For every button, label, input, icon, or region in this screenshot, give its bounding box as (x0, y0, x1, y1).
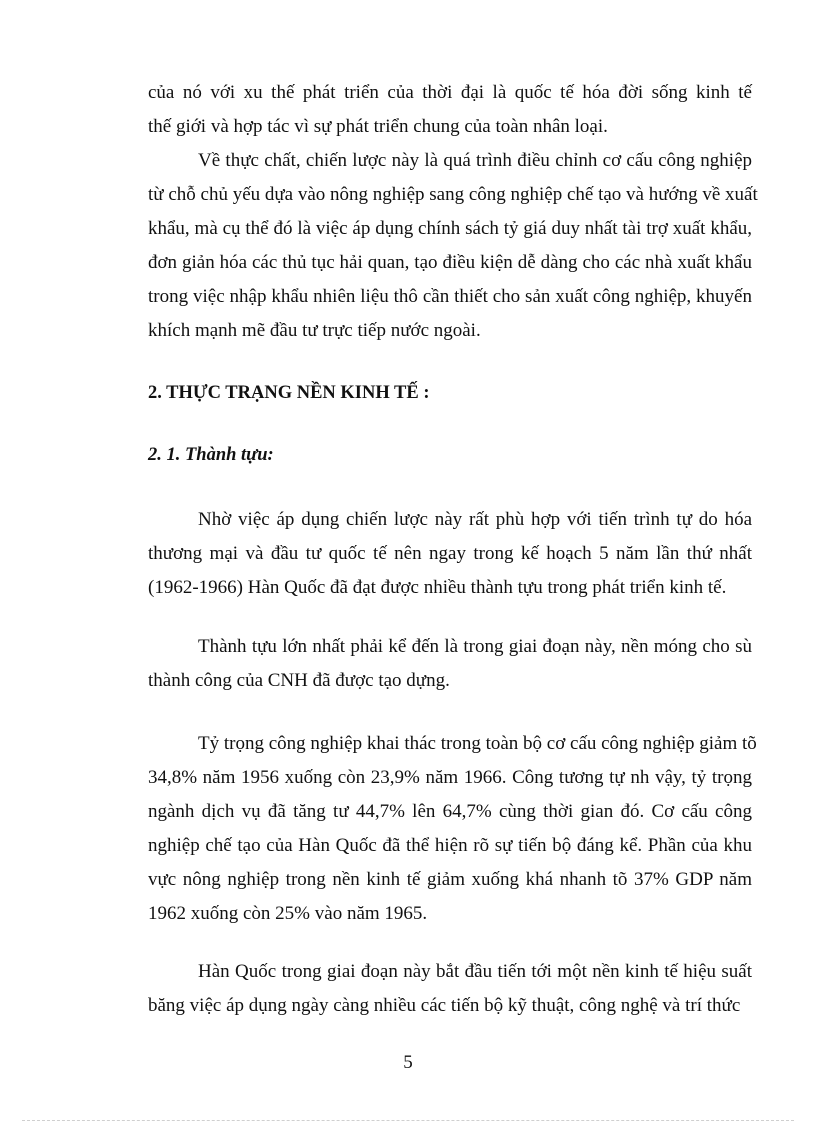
text-line: trong việc nhập khẩu nhiên liệu thô cần thiết cho sản xuất công nghiệp, khuyến (148, 286, 752, 307)
page-bottom-divider (22, 1120, 794, 1121)
text-line: nghiệp chế tạo của Hàn Quốc đã thể hiện rõ sự tiến bộ đáng kể. Phần của khu (148, 835, 752, 856)
text-line: (1962-1966) Hàn Quốc đã đạt được nhiều thành tựu trong phát triển kinh tế. (148, 577, 727, 598)
paragraph-achievements (148, 503, 752, 605)
text-line: Thành tựu lớn nhất phải kể đến là trong giai đoạn này, nền móng cho sù (198, 636, 752, 657)
text-line: đơn giản hóa các thủ tục hải quan, tạo điều kiện dễ dàng cho các nhà xuất khẩu (148, 252, 752, 273)
text-line: Tỷ trọng công nghiệp khai thác trong toàn bộ cơ cấu công nghiệp giảm tõ (198, 733, 757, 754)
paragraph-strategy (148, 144, 758, 348)
paragraph-structure (148, 727, 757, 931)
text-line: khích mạnh mẽ đầu tư trực tiếp nước ngoài. (148, 320, 481, 341)
text-line: thương mại và đầu tư quốc tế nên ngay trong kế hoạch 5 năm lần thứ nhất (148, 543, 752, 564)
page-number: 5 (403, 1052, 413, 1073)
subsection-heading: 2. 1. Thành tựu: (148, 445, 274, 465)
text-line: vực nông nghiệp trong nền kinh tế giảm xuống khá nhanh tõ 37% GDP năm (148, 869, 752, 890)
paragraph-efficiency (148, 955, 752, 1023)
text-line: băng việc áp dụng ngày càng nhiều các tiến bộ kỹ thuật, công nghệ và trí thức (148, 995, 741, 1016)
text-line: từ chỗ chủ yếu dựa vào nông nghiệp sang công nghiệp chế tạo và hướng về xuất (148, 184, 758, 205)
paragraph-foundation (148, 630, 752, 698)
text-line: ngành dịch vụ đã tăng tư 44,7% lên 64,7% cùng thời gian đó. Cơ cấu công (148, 801, 752, 822)
text-line: 34,8% năm 1956 xuống còn 23,9% năm 1966. Công tương tự nh vậy, tỷ trọng (148, 767, 752, 788)
text-line: 1962 xuống còn 25% vào năm 1965. (148, 903, 428, 924)
text-line: khẩu, mà cụ thể đó là việc áp dụng chính sách tỷ giá duy nhất tài trợ xuất khẩu, (148, 218, 752, 239)
text-line: thế giới và hợp tác vì sự phát triển chung của toàn nhân loại. (148, 116, 608, 137)
section-heading: 2. THỰC TRẠNG NỀN KINH TẾ : (148, 383, 430, 403)
text-line: của nó với xu thế phát triển của thời đại là quốc tế hóa đời sống kinh tế (148, 82, 752, 103)
text-line: Nhờ việc áp dụng chiến lược này rất phù hợp với tiến trình tự do hóa (198, 509, 752, 530)
text-line: Hàn Quốc trong giai đoạn này bắt đầu tiến tới một nền kinh tế hiệu suất (198, 961, 752, 982)
paragraph-intro (148, 76, 752, 144)
text-line: thành công của CNH đã được tạo dựng. (148, 670, 450, 691)
text-line: Về thực chất, chiến lược này là quá trình điều chỉnh cơ cấu công nghiệp (198, 150, 752, 171)
